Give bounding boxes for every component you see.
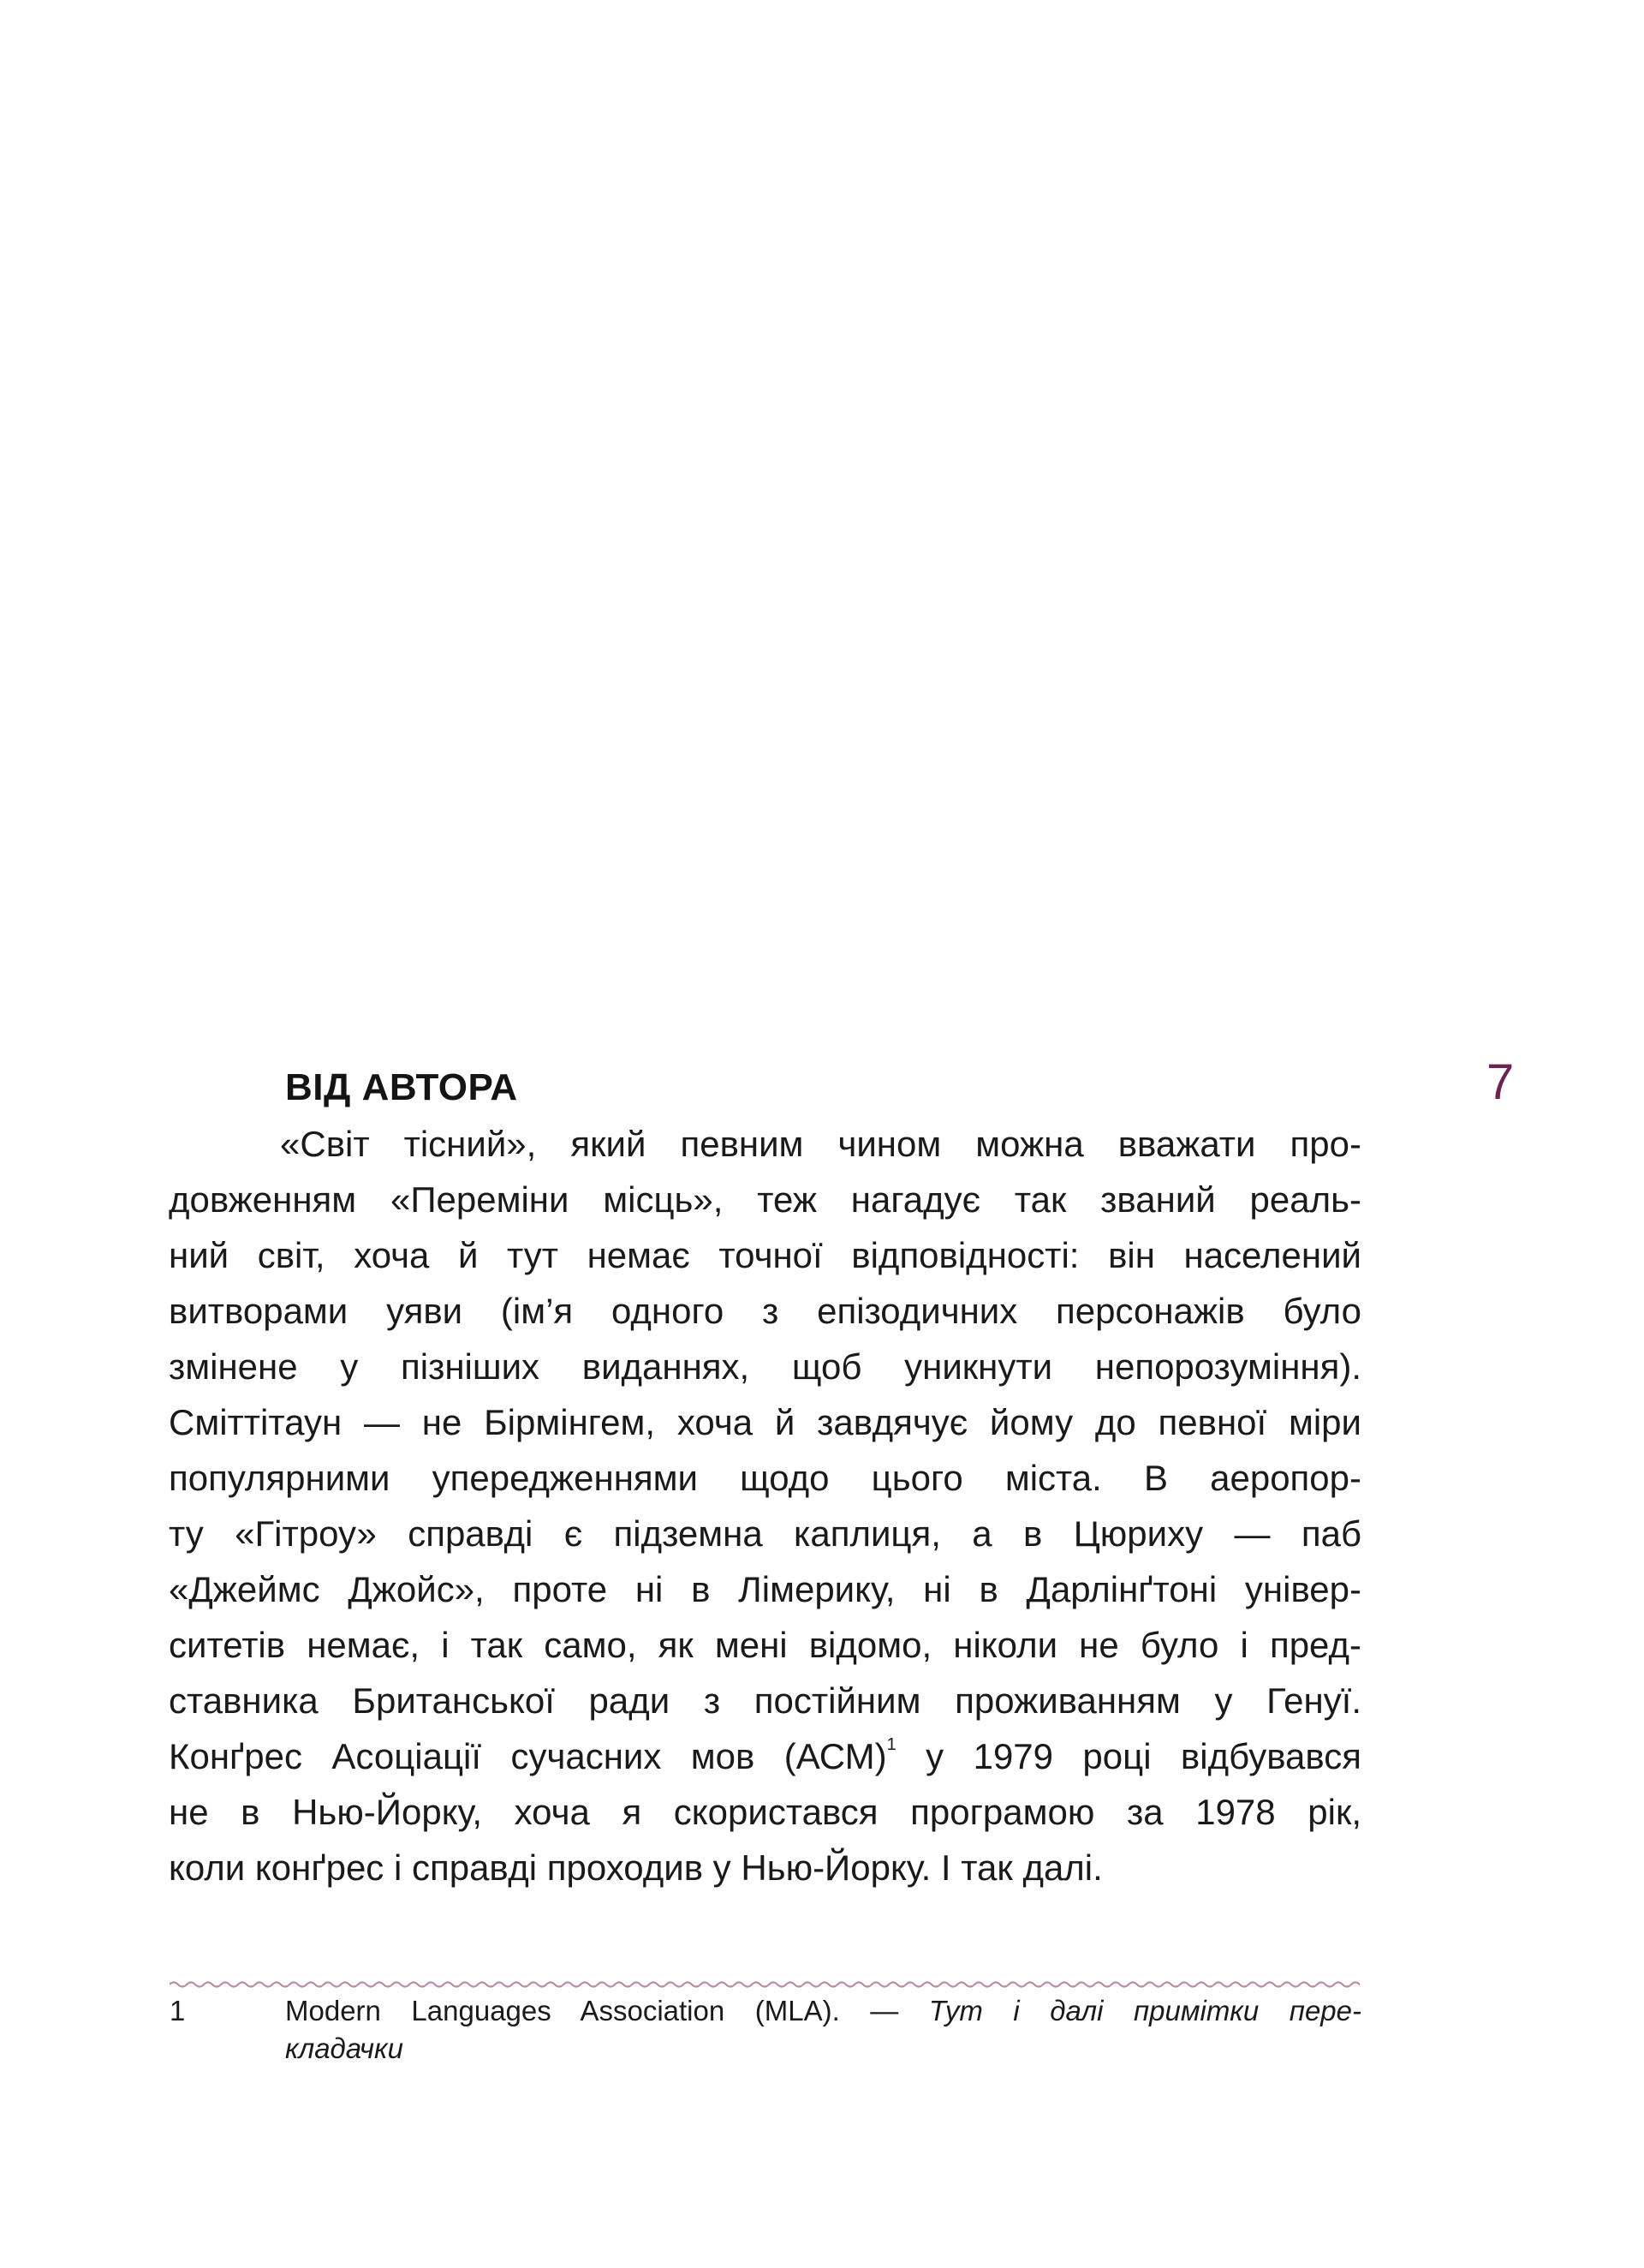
footnote-line: кладачки <box>285 2032 403 2064</box>
footnote-source: Modern Languages Association (MLA). — <box>285 1995 929 2026</box>
text-line: «Джеймс Джойс», проте ні в Лімерику, ні в Дарлінґтоні універ- <box>169 1569 1361 1609</box>
text-line: ний світ, хоча й тут немає точної відповідності: він населений <box>169 1235 1361 1275</box>
text-line: коли конґрес і справді проходив у Нью-Йорку. І так далі. <box>169 1847 1103 1888</box>
text-line: не в Нью-Йорку, хоча я скористався програмою за 1978 рік, <box>169 1792 1361 1832</box>
text-line: ту «Гітроу» справді є підземна каплиця, а в Цюриху — паб <box>169 1513 1361 1554</box>
text-line: витворами уяви (ім’я одного з епізодичних персонажів було <box>169 1291 1361 1331</box>
text-line: Сміттітаун — не Бірмінгем, хоча й завдячує йому до певної міри <box>169 1402 1361 1442</box>
text-fragment: у 1979 році відбувався <box>896 1736 1361 1776</box>
footnote-reference[interactable]: 1 <box>886 1735 896 1754</box>
body-paragraph <box>169 1116 1361 1895</box>
section-heading: ВІД АВТОРА <box>285 1066 518 1108</box>
footnote-translator-note: Тут і далі примітки пере- <box>928 1995 1361 2026</box>
page-number: 7 <box>1486 1054 1515 1110</box>
text-line-with-footnote <box>169 1728 1361 1784</box>
text-fragment: Конґрес Асоціації сучасних мов (АСМ) <box>169 1736 887 1776</box>
text-line: змінене у пізніших виданнях, щоб уникнути непорозуміння). <box>169 1346 1361 1387</box>
footnote-text <box>285 1992 1361 2068</box>
text-line: популярними упередженнями щодо цього міста. В аеропор- <box>169 1458 1361 1498</box>
text-line: «Світ тісний», який певним чином можна вважати про- <box>280 1124 1361 1164</box>
text-line: ситетів немає, і так само, як мені відомо, ніколи не було і пред- <box>169 1625 1361 1665</box>
text-line: ставника Британської ради з постійним проживанням у Генуї. <box>169 1680 1361 1721</box>
footnote-wavy-divider <box>170 1979 1360 1990</box>
footnote-number: 1 <box>170 1995 186 2026</box>
text-line: довженням «Переміни місць», теж нагадує так званий реаль- <box>169 1179 1361 1220</box>
footnote-line <box>285 1992 1361 2030</box>
